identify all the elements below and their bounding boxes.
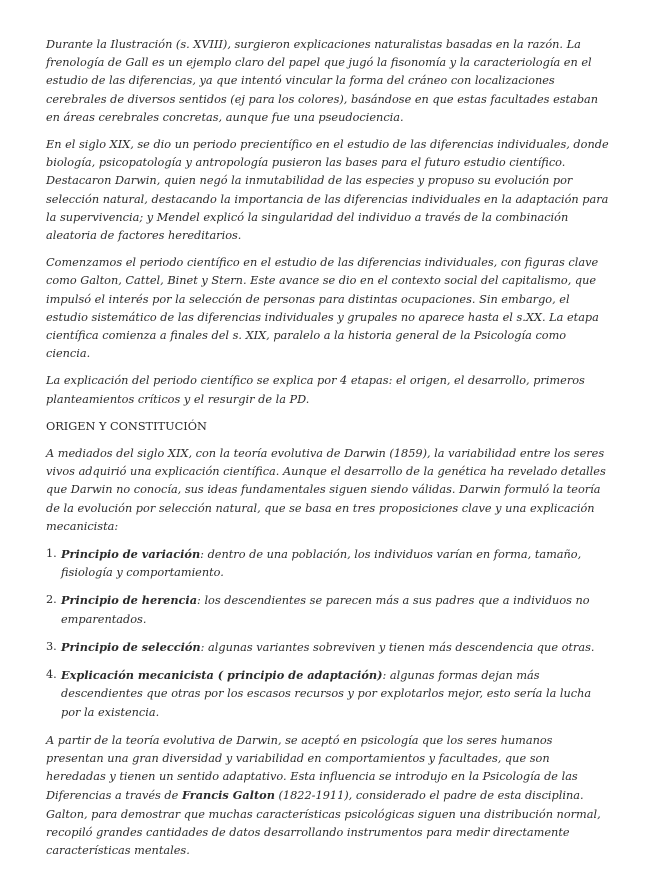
list-number: 3.: [46, 639, 57, 653]
list-term: Principio de selección: [61, 639, 201, 654]
list-number: 4.: [46, 668, 57, 682]
list-item: [46, 638, 610, 657]
list-term: Principio de herencia: [61, 593, 198, 608]
list-term: Principio de variación: [61, 547, 201, 562]
list-text: : los descendientes se parecen más a sus padres que a individuos no emparentados.: [61, 594, 590, 626]
list-number: 1.: [46, 547, 57, 561]
galton-text-before: A partir de la teoría evolutiva de Darwin, se aceptó en psicología que los seres humanos presentan una gran diversidad y variabilidad en comportamientos y facultades, que son heredadas y tienen un sentido adaptativo. Esta influencia se introdujo en la Psicología de las Diferencias a través de: [46, 733, 578, 803]
list-item: [46, 666, 610, 722]
list-term: Explicación mecanicista ( principio de adaptación): [61, 668, 383, 683]
paragraph-galton: [46, 732, 610, 860]
paragraph-etapas: La explicación del periodo científico se explica por 4 etapas: el origen, el desarrollo, primeros planteamientos críticos y el resurgir de la PD.: [46, 374, 585, 406]
list-text: : algunas variantes sobreviven y tienen más descendencia que otras.: [200, 640, 595, 654]
paragraph-siglo-xix: En el siglo XIX, se dio un periodo precientífico en el estudio de las diferencias individuales, donde biología, psicopatología y antropología pusieron las bases para el futuro estudio científico. Destacaron Darwin, quien negó la inmutabilidad de las especies y propuso su evolución por selección natural, destacando la importancia de las diferencias individuales en la adaptación para la supervivencia; y Mendel explicó la singularidad del individuo a través de la combinación aleatoria de factores hereditarios.: [46, 138, 609, 243]
list-text: : dentro de una población, los individuos varían en forma, tamaño, fisiología y comportamiento.: [61, 548, 582, 580]
paragraph-darwin: A mediados del siglo XIX, con la teoría evolutiva de Darwin (1859), la variabilidad entre los seres vivos adquirió una explicación científica. Aunque el desarrollo de la genética ha revelado detalles que Darwin no conocía, sus ideas fundamentales siguen siendo válidas. Darwin formuló la teoría de la evolución por selección natural, que se basa en tres proposiciones clave y una explicación mecanicista:: [46, 447, 606, 533]
list-text: : algunas formas dejan más descendientes que otras por los escasos recursos y por explotarlos mejor, esto sería la lucha por la existencia.: [61, 669, 592, 719]
list-item: [46, 591, 610, 628]
galton-name: Francis Galton: [181, 788, 275, 803]
list-item: [46, 545, 610, 582]
paragraph-ilustracion: Durante la Ilustración (s. XVIII), surgieron explicaciones naturalistas basadas en la razón. La frenología de Gall es un ejemplo claro del papel que jugó la fisonomía y la caracteriología en el estudio de las diferencias, ya que intentó vincular la forma del cráneo con localizaciones cerebrales de diversos sentidos (ej para los colores), basándose en que estas facultades estaban en áreas cerebrales concretas, aunque fue una pseudociencia.: [46, 38, 599, 124]
section-heading: ORIGEN Y CONSTITUCIÓN: [46, 419, 207, 433]
galton-text-after: (1822-1911), considerado el padre de esta disciplina. Galton, para demostrar que muchas características psicológicas siguen una distribución normal, recopiló grandes cantidades de datos desarrollando instrumentos para medir directamente características mentales.: [46, 789, 601, 857]
document-page: [46, 36, 610, 869]
list-number: 2.: [46, 593, 57, 607]
principles-list: [46, 545, 610, 722]
paragraph-periodo-cientifico: Comenzamos el periodo científico en el estudio de las diferencias individuales, con figuras clave como Galton, Cattel, Binet y Stern. Este avance se dio en el contexto social del capitalismo, que impulsó el interés por la selección de personas para distintas ocupaciones. Sin embargo, el estudio sistemático de las diferencias individuales y grupales no aparece hasta el s.XX. La etapa científica comienza a finales del s. XIX, paralelo a la historia general de la Psicología como ciencia.: [46, 256, 599, 361]
